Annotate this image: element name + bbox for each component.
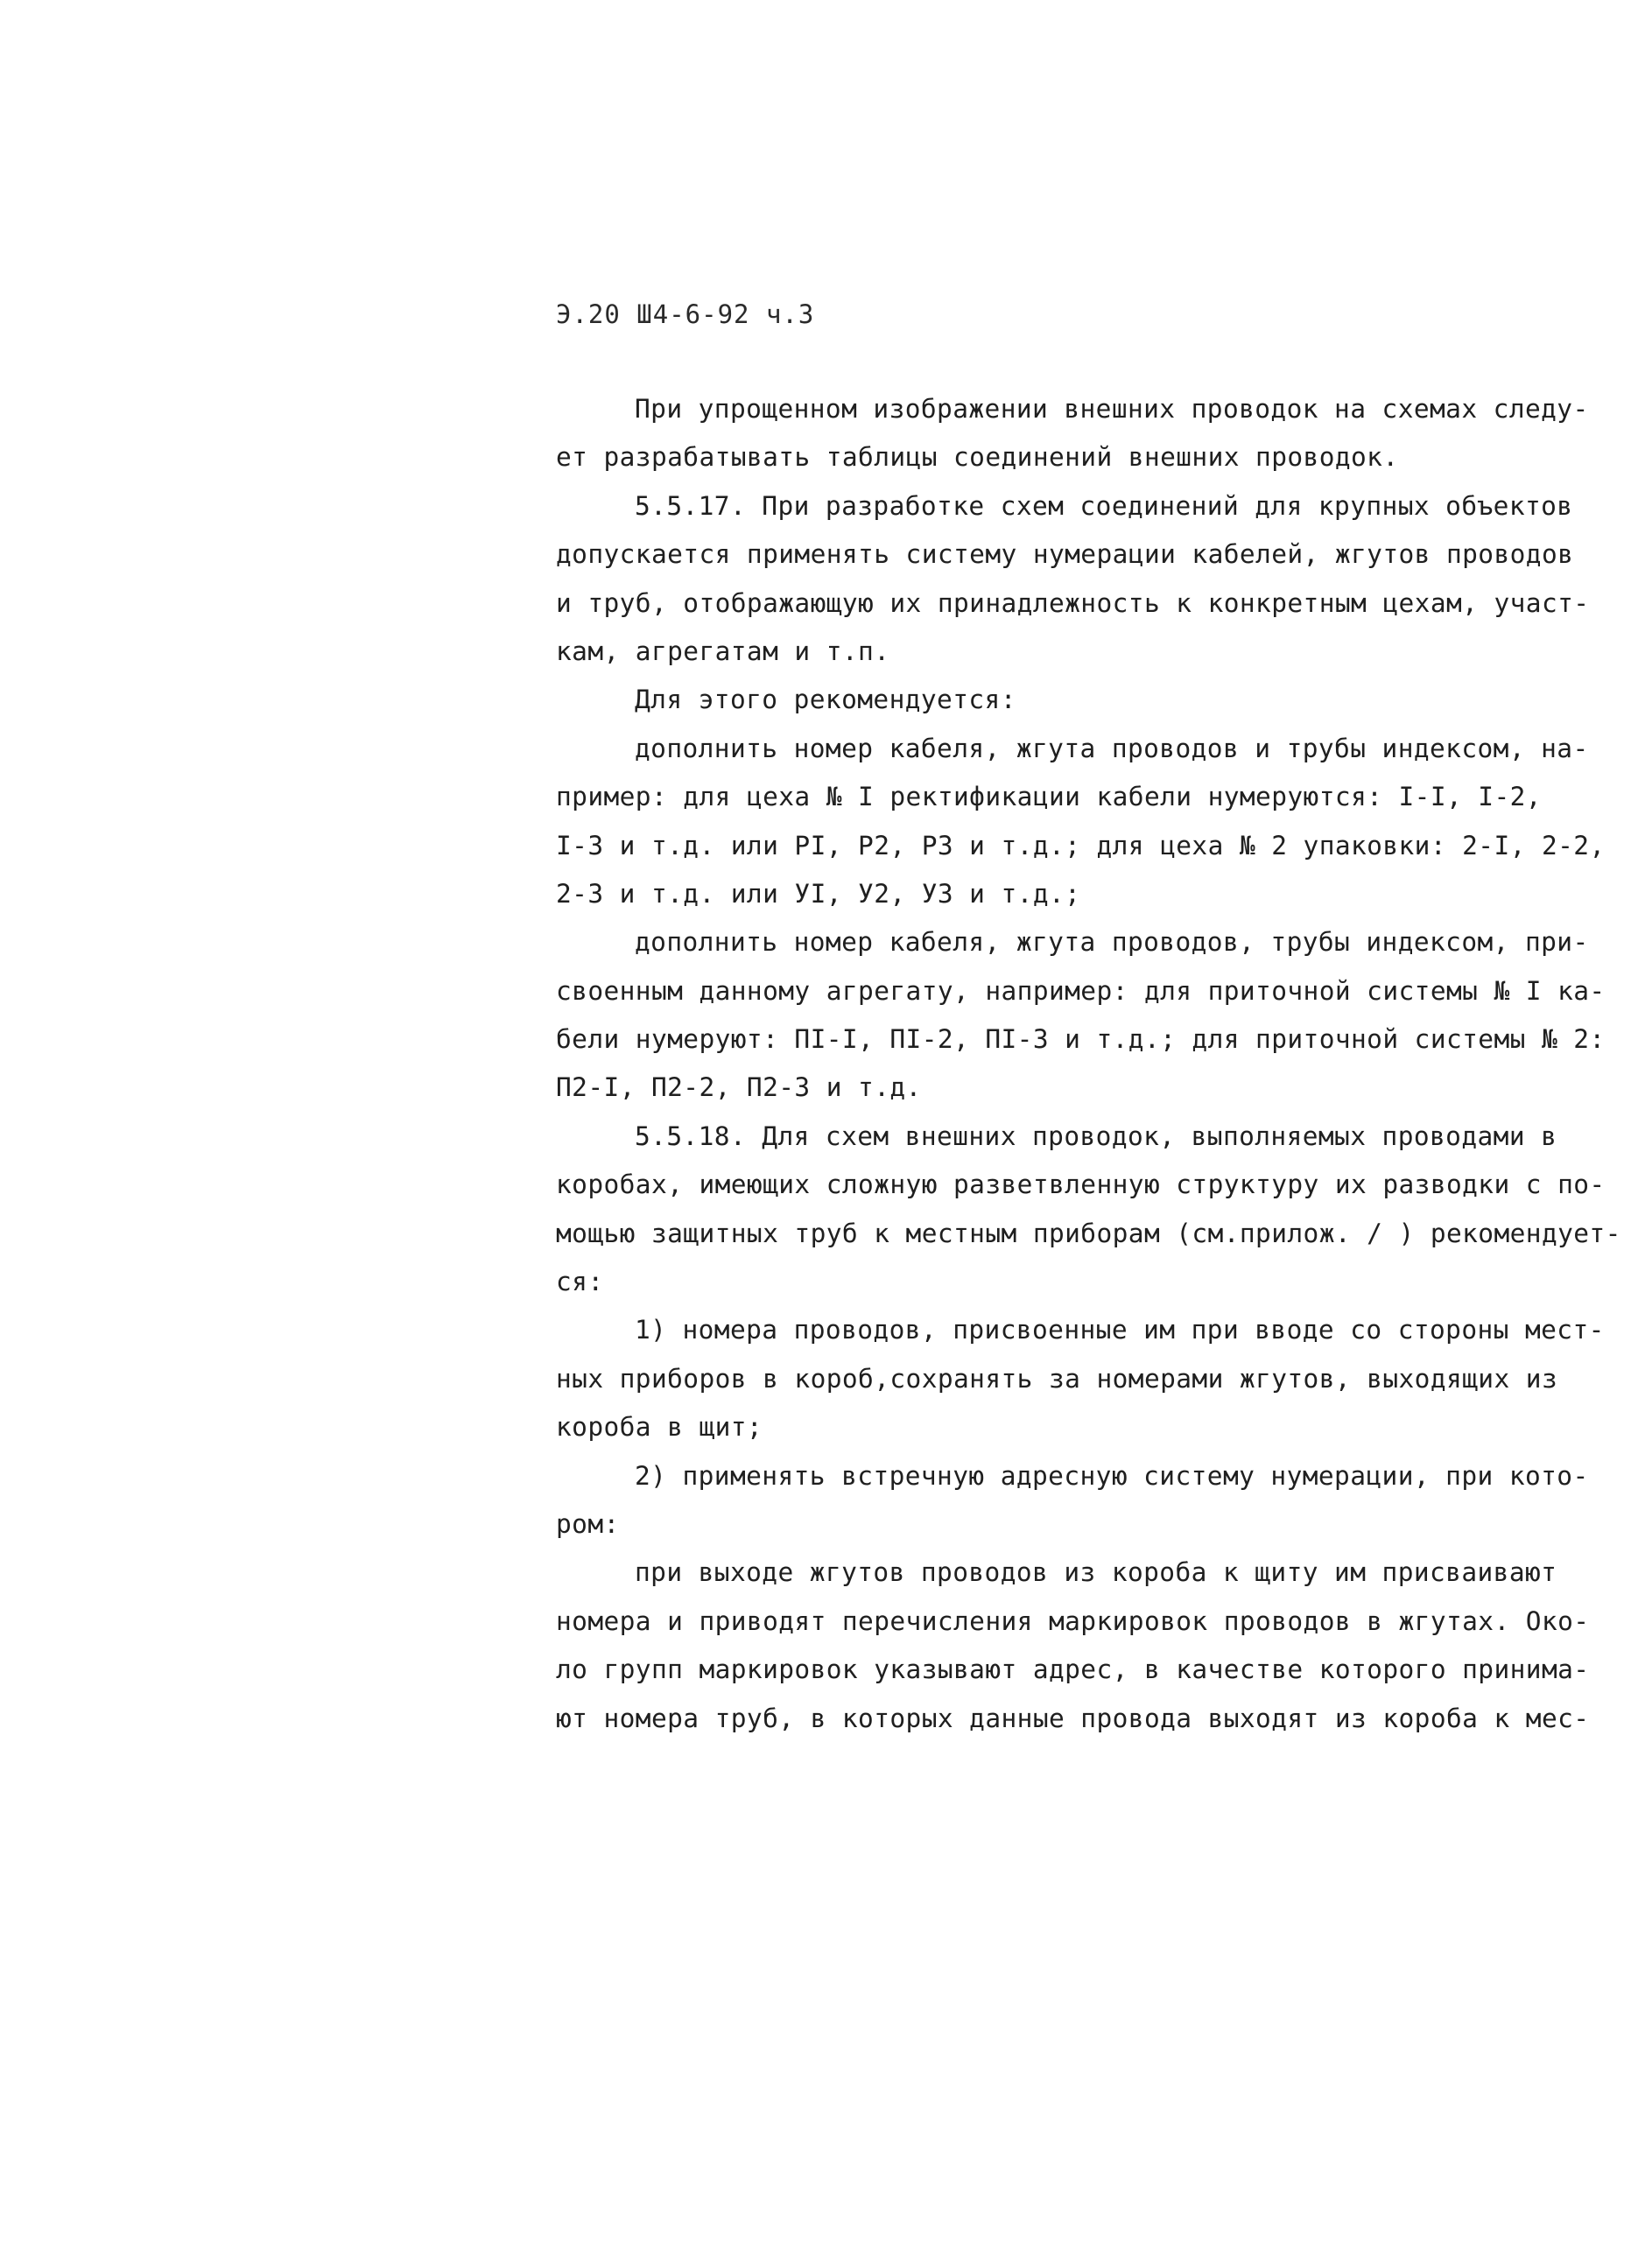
text-line: ся: (556, 1267, 604, 1297)
text-line: При упрощенном изображении внешних проводок на схемах следу- (635, 394, 1589, 424)
text-line: коробах, имеющих сложную разветвленную структуру их разводки с по- (556, 1170, 1606, 1200)
text-line: дополнить номер кабеля, жгута проводов, трубы индексом, при- (635, 927, 1589, 958)
text-line: номера и приводят перечисления маркировок проводов в жгутах. Око- (556, 1605, 1590, 1636)
text-line: кам, агрегатам и т.п. (556, 636, 890, 666)
text-line: пример: для цеха № I ректификации кабели нумеруются: I-I, I-2, (556, 782, 1542, 812)
text-line: I-3 и т.д. или РI, Р2, Р3 и т.д.; для цеха № 2 упаковки: 2-I, 2-2, (556, 830, 1606, 861)
text-line: при выходе жгутов проводов из короба к щиту им присваивают (635, 1557, 1557, 1588)
text-line: допускается применять систему нумерации кабелей, жгутов проводов (556, 539, 1574, 570)
text-line: ных приборов в короб,сохранять за номерами жгутов, выходящих из (556, 1363, 1558, 1394)
text-line: ром: (556, 1508, 620, 1539)
text-line: и труб, отображающую их принадлежность к конкретным цехам, участ- (556, 587, 1590, 618)
text-line: дополнить номер кабеля, жгута проводов и трубы индексом, на- (635, 733, 1589, 763)
text-line: П2-I, П2-2, П2-3 и т.д. (556, 1072, 922, 1103)
text-line: 2-3 и т.д. или УI, У2, У3 и т.д.; (556, 878, 1081, 909)
document-header: Э.20 Ш4-6-92 ч.3 (556, 299, 815, 329)
text-line: своенным данному агрегату, например: для приточной системы № I ка- (556, 975, 1606, 1006)
text-line: ет разрабатывать таблицы соединений внешних проводок. (556, 442, 1399, 473)
text-line: 1) номера проводов, присвоенные им при вводе со стороны мест- (635, 1315, 1605, 1345)
text-line: ют номера труб, в которых данные провода выходят из короба к мес- (556, 1703, 1590, 1733)
text-line: короба в щит; (556, 1412, 763, 1443)
document-body (556, 385, 1621, 1743)
text-line: 5.5.17. При разработке схем соединений для крупных объектов (635, 490, 1573, 521)
text-line: мощью защитных труб к местным приборам (см.прилож. / ) рекомендует- (556, 1218, 1621, 1248)
text-line: бели нумеруют: ПI-I, ПI-2, ПI-3 и т.д.; для приточной системы № 2: (556, 1024, 1606, 1055)
text-line: 2) применять встречную адресную систему нумерации, при кото- (635, 1460, 1589, 1491)
text-line: 5.5.18. Для схем внешних проводок, выполняемых проводами в (635, 1120, 1557, 1151)
text-line: Для этого рекомендуется: (635, 685, 1016, 715)
text-line: ло групп маркировок указывают адрес, в качестве которого принима- (556, 1654, 1590, 1685)
